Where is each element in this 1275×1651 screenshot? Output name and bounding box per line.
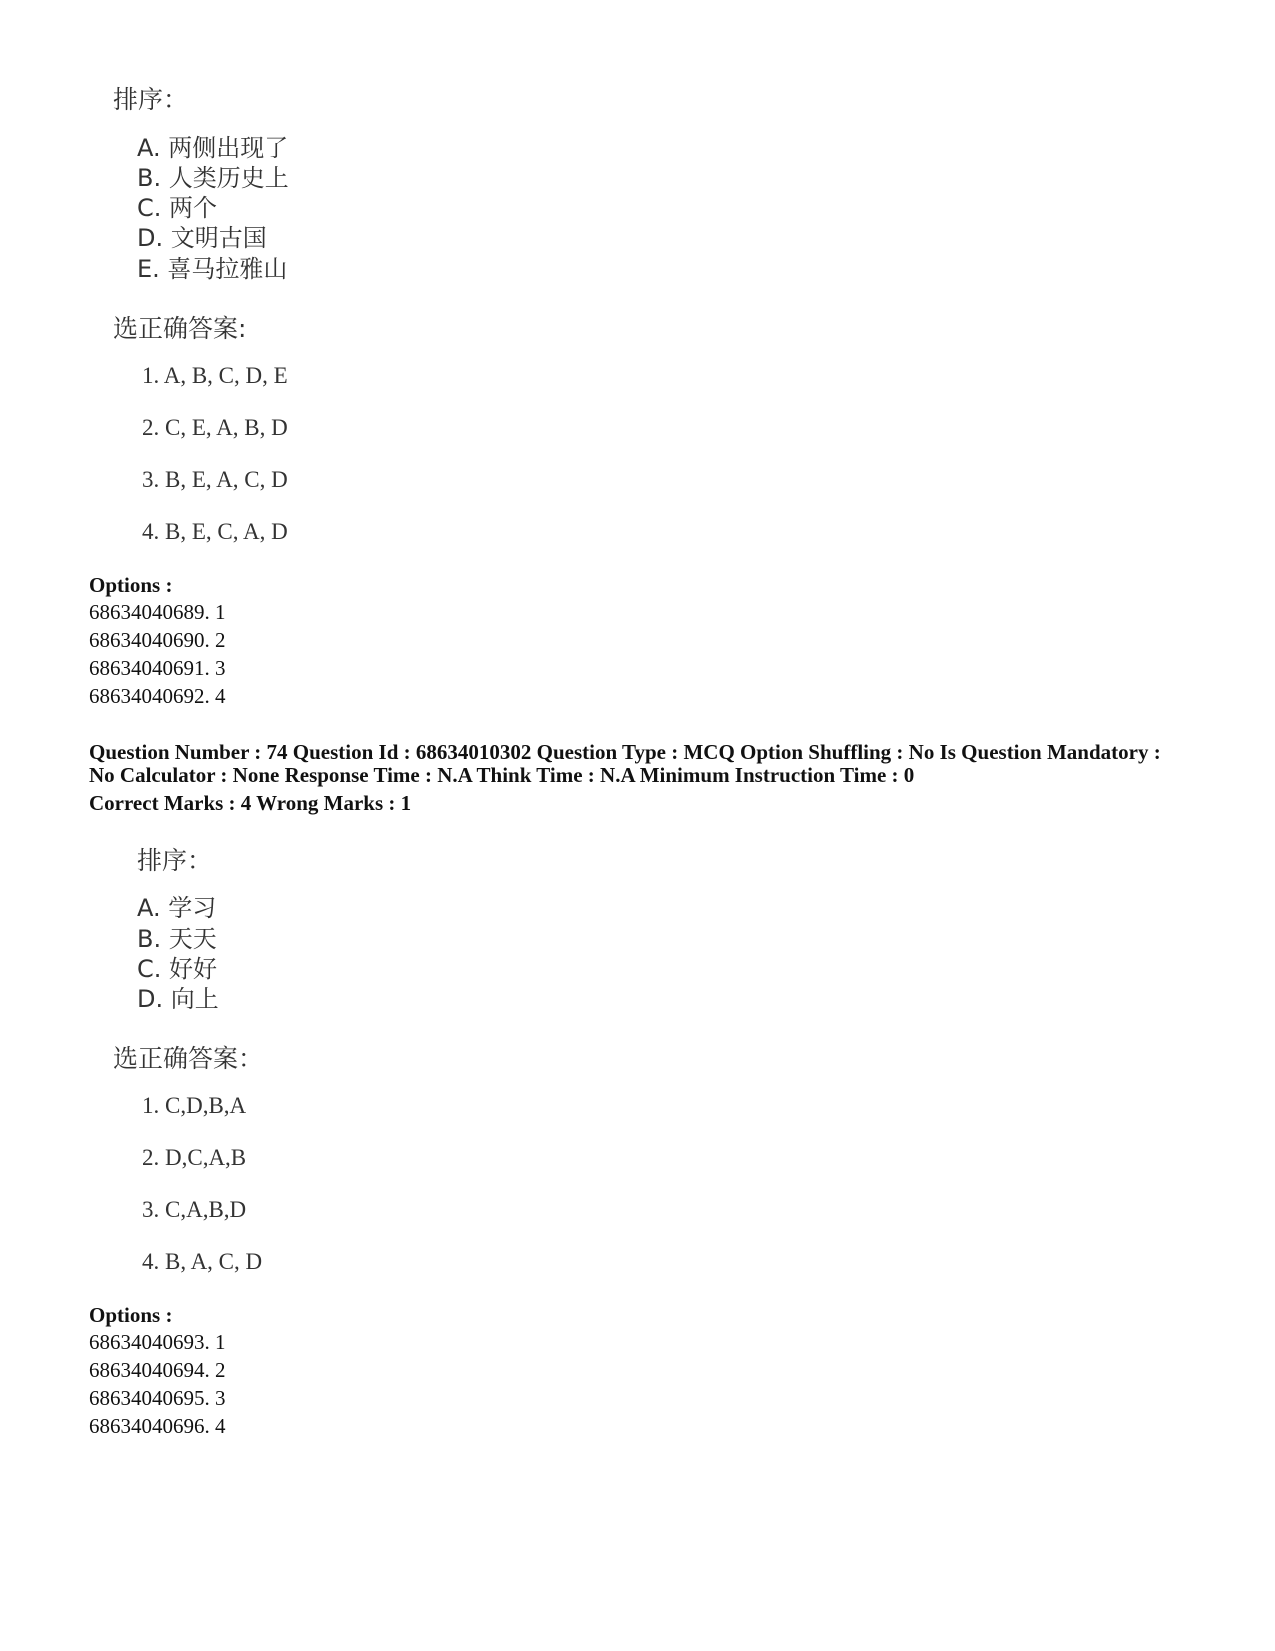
q73-heading: 排序：	[113, 85, 189, 114]
q73-option-2: 68634040690. 2	[89, 628, 226, 652]
q73-prompt: 选正确答案:	[113, 314, 247, 343]
q73-option-4: 68634040692. 4	[89, 684, 226, 708]
q74-options-label: Options :	[89, 1303, 173, 1327]
q74-item-a: A. 学习	[137, 894, 217, 922]
q74-item-b: B. 天天	[137, 925, 217, 953]
q73-choice-1: 1. A, B, C, D, E	[142, 363, 288, 388]
q73-item-e: E. 喜马拉雅山	[137, 255, 288, 283]
q73-item-a: A. 两侧出现了	[137, 134, 289, 162]
q73-option-1: 68634040689. 1	[89, 600, 226, 624]
q74-marks-line: Correct Marks : 4 Wrong Marks : 1	[89, 791, 412, 815]
q74-meta-line-1: Question Number : 74 Question Id : 68634010302 Question Type : MCQ Option Shuffling : No Is Question Mandatory :	[89, 740, 1161, 764]
q74-choice-4: 4. B, A, C, D	[142, 1249, 263, 1274]
q73-options-label: Options :	[89, 573, 173, 597]
q73-choice-3: 3. B, E, A, C, D	[142, 467, 288, 492]
q74-choice-1: 1. C,D,B,A	[142, 1093, 247, 1118]
q73-option-3: 68634040691. 3	[89, 656, 226, 680]
q74-option-3: 68634040695. 3	[89, 1386, 226, 1410]
q74-option-1: 68634040693. 1	[89, 1330, 226, 1354]
q74-choice-2: 2. D,C,A,B	[142, 1145, 247, 1170]
q74-item-d: D. 向上	[137, 985, 219, 1013]
q73-choice-4: 4. B, E, C, A, D	[142, 519, 288, 544]
q74-choice-3: 3. C,A,B,D	[142, 1197, 247, 1222]
q73-item-b: B. 人类历史上	[137, 164, 289, 192]
q73-item-d: D. 文明古国	[137, 224, 267, 252]
q73-choice-2: 2. C, E, A, B, D	[142, 415, 288, 440]
q74-option-4: 68634040696. 4	[89, 1414, 226, 1438]
q74-prompt: 选正确答案：	[113, 1044, 264, 1073]
q74-heading: 排序：	[137, 846, 213, 875]
q74-option-2: 68634040694. 2	[89, 1358, 226, 1382]
q74-item-c: C. 好好	[137, 955, 218, 983]
q73-item-c: C. 两个	[137, 194, 218, 222]
q74-meta-line-2: No Calculator : None Response Time : N.A Think Time : N.A Minimum Instruction Time : 0	[89, 763, 915, 787]
